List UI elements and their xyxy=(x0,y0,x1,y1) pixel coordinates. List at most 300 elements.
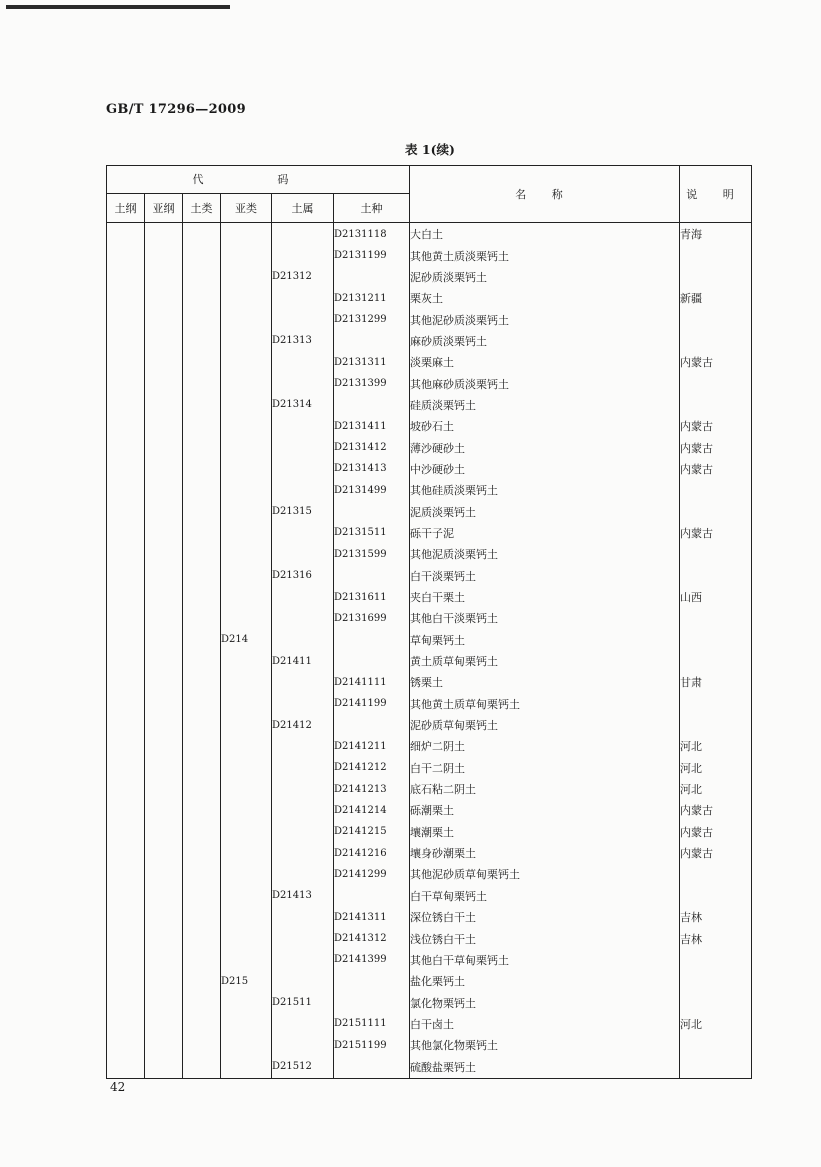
empty-cell xyxy=(183,736,221,757)
table-row xyxy=(107,544,752,565)
code-cell: D2131199 xyxy=(334,245,410,266)
name-column-header: 名 称 xyxy=(410,166,680,223)
table-row xyxy=(107,245,752,266)
code-column-header: 亚类 xyxy=(221,194,272,223)
code-cell: D2141399 xyxy=(334,950,410,971)
code-cell: D21413 xyxy=(272,886,334,907)
empty-cell xyxy=(272,864,334,885)
empty-cell xyxy=(183,331,221,352)
empty-cell xyxy=(221,245,272,266)
empty-cell xyxy=(334,630,410,651)
empty-cell xyxy=(272,822,334,843)
empty-cell xyxy=(145,971,183,992)
empty-cell xyxy=(221,992,272,1013)
empty-cell xyxy=(334,501,410,522)
empty-cell xyxy=(221,309,272,330)
empty-cell xyxy=(272,459,334,480)
code-cell: D21315 xyxy=(272,501,334,522)
name-cell: 盐化栗钙土 xyxy=(410,971,680,992)
note-cell: 内蒙古 xyxy=(680,822,752,843)
empty-cell xyxy=(334,992,410,1013)
empty-cell xyxy=(183,1056,221,1078)
table-row xyxy=(107,1056,752,1078)
empty-cell xyxy=(221,544,272,565)
code-cell: D2141211 xyxy=(334,736,410,757)
name-cell: 浅位锈白干土 xyxy=(410,928,680,949)
empty-cell xyxy=(183,501,221,522)
note-cell xyxy=(680,267,752,288)
empty-cell xyxy=(272,523,334,544)
empty-cell xyxy=(221,373,272,394)
note-cell: 内蒙古 xyxy=(680,800,752,821)
note-cell: 内蒙古 xyxy=(680,523,752,544)
empty-cell xyxy=(107,758,145,779)
note-cell: 内蒙古 xyxy=(680,352,752,373)
empty-cell xyxy=(272,245,334,266)
table-row xyxy=(107,630,752,651)
empty-cell xyxy=(272,608,334,629)
empty-cell xyxy=(107,694,145,715)
standard-number: GB/T 17296—2009 xyxy=(106,102,246,117)
empty-cell xyxy=(272,672,334,693)
name-cell: 壤潮栗土 xyxy=(410,822,680,843)
empty-cell xyxy=(145,608,183,629)
empty-cell xyxy=(145,309,183,330)
code-cell: D2141311 xyxy=(334,907,410,928)
code-cell: D2131118 xyxy=(334,223,410,246)
empty-cell xyxy=(183,1035,221,1056)
empty-cell xyxy=(221,459,272,480)
note-cell xyxy=(680,694,752,715)
note-cell xyxy=(680,992,752,1013)
note-cell: 青海 xyxy=(680,223,752,246)
code-column-header: 土类 xyxy=(183,194,221,223)
table-row xyxy=(107,288,752,309)
empty-cell xyxy=(334,331,410,352)
empty-cell xyxy=(183,267,221,288)
empty-cell xyxy=(145,223,183,246)
empty-cell xyxy=(145,928,183,949)
empty-cell xyxy=(183,779,221,800)
empty-cell xyxy=(221,288,272,309)
empty-cell xyxy=(107,352,145,373)
note-cell: 河北 xyxy=(680,758,752,779)
table-row xyxy=(107,907,752,928)
note-cell xyxy=(680,1035,752,1056)
empty-cell xyxy=(183,587,221,608)
name-cell: 草甸栗钙土 xyxy=(410,630,680,651)
empty-cell xyxy=(145,1035,183,1056)
name-cell: 硫酸盐栗钙土 xyxy=(410,1056,680,1078)
empty-cell xyxy=(145,843,183,864)
empty-cell xyxy=(221,437,272,458)
code-cell: D2131699 xyxy=(334,608,410,629)
empty-cell xyxy=(183,288,221,309)
table-row xyxy=(107,1035,752,1056)
empty-cell xyxy=(145,886,183,907)
note-cell xyxy=(680,886,752,907)
table-row xyxy=(107,992,752,1013)
empty-cell xyxy=(334,651,410,672)
note-cell: 山西 xyxy=(680,587,752,608)
empty-cell xyxy=(107,971,145,992)
code-cell: D2131499 xyxy=(334,480,410,501)
code-cell: D21511 xyxy=(272,992,334,1013)
code-column-header: 土属 xyxy=(272,194,334,223)
empty-cell xyxy=(107,544,145,565)
empty-cell xyxy=(183,480,221,501)
note-cell: 吉林 xyxy=(680,928,752,949)
note-cell: 内蒙古 xyxy=(680,843,752,864)
name-cell: 深位锈白干土 xyxy=(410,907,680,928)
note-cell xyxy=(680,309,752,330)
code-cell: D2131311 xyxy=(334,352,410,373)
empty-cell xyxy=(107,395,145,416)
empty-cell xyxy=(107,779,145,800)
note-cell xyxy=(680,331,752,352)
name-cell: 其他麻砂质淡栗钙土 xyxy=(410,373,680,394)
note-cell: 河北 xyxy=(680,736,752,757)
empty-cell xyxy=(183,886,221,907)
table-row xyxy=(107,309,752,330)
empty-cell xyxy=(107,715,145,736)
code-cell: D2141215 xyxy=(334,822,410,843)
table-caption: 表 1(续) xyxy=(405,142,455,157)
page-number: 42 xyxy=(110,1080,126,1094)
empty-cell xyxy=(221,715,272,736)
name-cell: 夹白干栗土 xyxy=(410,587,680,608)
empty-cell xyxy=(183,928,221,949)
empty-cell xyxy=(145,630,183,651)
table-row xyxy=(107,331,752,352)
note-cell xyxy=(680,480,752,501)
table-row xyxy=(107,480,752,501)
code-cell: D2141216 xyxy=(334,843,410,864)
note-cell: 甘肃 xyxy=(680,672,752,693)
empty-cell xyxy=(272,736,334,757)
note-cell xyxy=(680,1056,752,1078)
code-cell: D2141214 xyxy=(334,800,410,821)
empty-cell xyxy=(107,288,145,309)
name-cell: 大白土 xyxy=(410,223,680,246)
code-cell: D2131413 xyxy=(334,459,410,480)
empty-cell xyxy=(221,523,272,544)
empty-cell xyxy=(183,395,221,416)
empty-cell xyxy=(334,1056,410,1078)
table-row xyxy=(107,736,752,757)
table-row xyxy=(107,928,752,949)
note-cell xyxy=(680,395,752,416)
note-cell: 吉林 xyxy=(680,907,752,928)
empty-cell xyxy=(107,566,145,587)
empty-cell xyxy=(183,245,221,266)
empty-cell xyxy=(107,245,145,266)
empty-cell xyxy=(221,651,272,672)
note-cell: 河北 xyxy=(680,1014,752,1035)
code-cell: D21316 xyxy=(272,566,334,587)
note-cell: 内蒙古 xyxy=(680,437,752,458)
name-cell: 麻砂质淡栗钙土 xyxy=(410,331,680,352)
name-cell: 其他氯化物栗钙土 xyxy=(410,1035,680,1056)
table-row xyxy=(107,608,752,629)
empty-cell xyxy=(183,864,221,885)
table-row xyxy=(107,395,752,416)
empty-cell xyxy=(272,373,334,394)
empty-cell xyxy=(272,971,334,992)
table-row xyxy=(107,1014,752,1035)
name-cell: 其他泥砂质草甸栗钙土 xyxy=(410,864,680,885)
note-cell: 河北 xyxy=(680,779,752,800)
note-cell xyxy=(680,630,752,651)
empty-cell xyxy=(272,1035,334,1056)
table-row xyxy=(107,694,752,715)
empty-cell xyxy=(272,437,334,458)
empty-cell xyxy=(107,608,145,629)
empty-cell xyxy=(145,907,183,928)
code-cell: D2131211 xyxy=(334,288,410,309)
empty-cell xyxy=(183,352,221,373)
table-row xyxy=(107,501,752,522)
code-cell: D215 xyxy=(221,971,272,992)
table-row xyxy=(107,886,752,907)
table-row xyxy=(107,416,752,437)
empty-cell xyxy=(145,736,183,757)
name-cell: 其他黄土质草甸栗钙土 xyxy=(410,694,680,715)
note-cell: 内蒙古 xyxy=(680,459,752,480)
empty-cell xyxy=(145,758,183,779)
empty-cell xyxy=(272,950,334,971)
empty-cell xyxy=(221,950,272,971)
empty-cell xyxy=(272,352,334,373)
empty-cell xyxy=(107,651,145,672)
note-cell xyxy=(680,950,752,971)
name-cell: 白干淡栗钙土 xyxy=(410,566,680,587)
empty-cell xyxy=(183,907,221,928)
note-cell: 内蒙古 xyxy=(680,416,752,437)
empty-cell xyxy=(221,672,272,693)
empty-cell xyxy=(221,886,272,907)
empty-cell xyxy=(145,715,183,736)
empty-cell xyxy=(107,416,145,437)
code-column-header: 土纲 xyxy=(107,194,145,223)
table-body xyxy=(107,223,752,1079)
code-cell: D21512 xyxy=(272,1056,334,1078)
empty-cell xyxy=(272,630,334,651)
note-cell xyxy=(680,971,752,992)
table-row xyxy=(107,800,752,821)
empty-cell xyxy=(334,971,410,992)
name-cell: 壤身砂潮栗土 xyxy=(410,843,680,864)
empty-cell xyxy=(183,758,221,779)
empty-cell xyxy=(221,566,272,587)
empty-cell xyxy=(272,1014,334,1035)
empty-cell xyxy=(107,843,145,864)
empty-cell xyxy=(107,1014,145,1035)
empty-cell xyxy=(107,630,145,651)
name-cell: 泥砂质草甸栗钙土 xyxy=(410,715,680,736)
empty-cell xyxy=(183,992,221,1013)
empty-cell xyxy=(221,501,272,522)
empty-cell xyxy=(145,672,183,693)
empty-cell xyxy=(183,223,221,246)
empty-cell xyxy=(145,245,183,266)
name-cell: 细炉二阴土 xyxy=(410,736,680,757)
note-cell xyxy=(680,544,752,565)
code-cell: D21411 xyxy=(272,651,334,672)
empty-cell xyxy=(107,373,145,394)
name-cell: 白干草甸栗钙土 xyxy=(410,886,680,907)
empty-cell xyxy=(183,971,221,992)
name-cell: 其他白干草甸栗钙土 xyxy=(410,950,680,971)
empty-cell xyxy=(145,544,183,565)
empty-cell xyxy=(183,416,221,437)
empty-cell xyxy=(107,459,145,480)
empty-cell xyxy=(107,223,145,246)
empty-cell xyxy=(183,843,221,864)
name-cell: 其他白干淡栗钙土 xyxy=(410,608,680,629)
empty-cell xyxy=(107,1035,145,1056)
note-cell xyxy=(680,651,752,672)
name-cell: 其他泥质淡栗钙土 xyxy=(410,544,680,565)
empty-cell xyxy=(145,373,183,394)
empty-cell xyxy=(221,608,272,629)
note-cell xyxy=(680,245,752,266)
empty-cell xyxy=(107,523,145,544)
soil-classification-table xyxy=(106,165,752,1079)
empty-cell xyxy=(334,566,410,587)
empty-cell xyxy=(107,736,145,757)
empty-cell xyxy=(183,1014,221,1035)
empty-cell xyxy=(107,950,145,971)
name-cell: 泥质淡栗钙土 xyxy=(410,501,680,522)
empty-cell xyxy=(183,566,221,587)
empty-cell xyxy=(145,992,183,1013)
empty-cell xyxy=(183,651,221,672)
empty-cell xyxy=(145,501,183,522)
empty-cell xyxy=(107,501,145,522)
empty-cell xyxy=(183,800,221,821)
table-row xyxy=(107,651,752,672)
empty-cell xyxy=(221,694,272,715)
empty-cell xyxy=(272,223,334,246)
note-column-header: 说 明 xyxy=(680,166,752,223)
empty-cell xyxy=(221,779,272,800)
table-row xyxy=(107,971,752,992)
name-cell: 其他黄土质淡栗钙土 xyxy=(410,245,680,266)
empty-cell xyxy=(221,822,272,843)
empty-cell xyxy=(145,587,183,608)
empty-cell xyxy=(145,437,183,458)
name-cell: 淡栗麻土 xyxy=(410,352,680,373)
empty-cell xyxy=(221,587,272,608)
name-cell: 中沙硬砂土 xyxy=(410,459,680,480)
empty-cell xyxy=(145,800,183,821)
empty-cell xyxy=(107,309,145,330)
note-cell xyxy=(680,501,752,522)
empty-cell xyxy=(221,416,272,437)
empty-cell xyxy=(107,992,145,1013)
table-row xyxy=(107,950,752,971)
table-row xyxy=(107,352,752,373)
name-cell: 砾潮栗土 xyxy=(410,800,680,821)
empty-cell xyxy=(272,544,334,565)
table-row xyxy=(107,523,752,544)
empty-cell xyxy=(221,758,272,779)
empty-cell xyxy=(221,864,272,885)
name-cell: 砾干子泥 xyxy=(410,523,680,544)
empty-cell xyxy=(183,608,221,629)
empty-cell xyxy=(107,587,145,608)
code-cell: D2141299 xyxy=(334,864,410,885)
code-cell: D21314 xyxy=(272,395,334,416)
empty-cell xyxy=(221,480,272,501)
empty-cell xyxy=(221,267,272,288)
name-cell: 其他泥砂质淡栗钙土 xyxy=(410,309,680,330)
code-cell: D2141213 xyxy=(334,779,410,800)
table-row xyxy=(107,822,752,843)
empty-cell xyxy=(145,694,183,715)
name-cell: 薄沙硬砂土 xyxy=(410,437,680,458)
empty-cell xyxy=(221,1035,272,1056)
table-row xyxy=(107,672,752,693)
code-cell: D2141111 xyxy=(334,672,410,693)
code-cell: D2131611 xyxy=(334,587,410,608)
code-cell: D2141199 xyxy=(334,694,410,715)
code-cell: D2131412 xyxy=(334,437,410,458)
empty-cell xyxy=(183,715,221,736)
empty-cell xyxy=(145,267,183,288)
code-cell: D214 xyxy=(221,630,272,651)
name-cell: 硅质淡栗钙土 xyxy=(410,395,680,416)
note-cell xyxy=(680,864,752,885)
name-cell: 泥砂质淡栗钙土 xyxy=(410,267,680,288)
empty-cell xyxy=(183,544,221,565)
empty-cell xyxy=(272,907,334,928)
empty-cell xyxy=(145,459,183,480)
empty-cell xyxy=(272,587,334,608)
code-cell: D2131299 xyxy=(334,309,410,330)
empty-cell xyxy=(145,288,183,309)
name-cell: 栗灰土 xyxy=(410,288,680,309)
empty-cell xyxy=(334,395,410,416)
empty-cell xyxy=(107,331,145,352)
empty-cell xyxy=(272,480,334,501)
empty-cell xyxy=(272,288,334,309)
empty-cell xyxy=(221,800,272,821)
empty-cell xyxy=(221,352,272,373)
empty-cell xyxy=(107,886,145,907)
note-cell xyxy=(680,715,752,736)
code-cell: D21313 xyxy=(272,331,334,352)
empty-cell xyxy=(145,331,183,352)
code-cell: D2131399 xyxy=(334,373,410,394)
empty-cell xyxy=(107,480,145,501)
code-cell: D2131599 xyxy=(334,544,410,565)
empty-cell xyxy=(145,864,183,885)
empty-cell xyxy=(107,907,145,928)
table-row xyxy=(107,758,752,779)
code-cell: D2141212 xyxy=(334,758,410,779)
empty-cell xyxy=(145,566,183,587)
empty-cell xyxy=(183,459,221,480)
empty-cell xyxy=(334,715,410,736)
name-cell: 底石粘二阴土 xyxy=(410,779,680,800)
empty-cell xyxy=(221,395,272,416)
empty-cell xyxy=(334,886,410,907)
name-cell: 白干卤土 xyxy=(410,1014,680,1035)
empty-cell xyxy=(107,928,145,949)
empty-cell xyxy=(145,480,183,501)
